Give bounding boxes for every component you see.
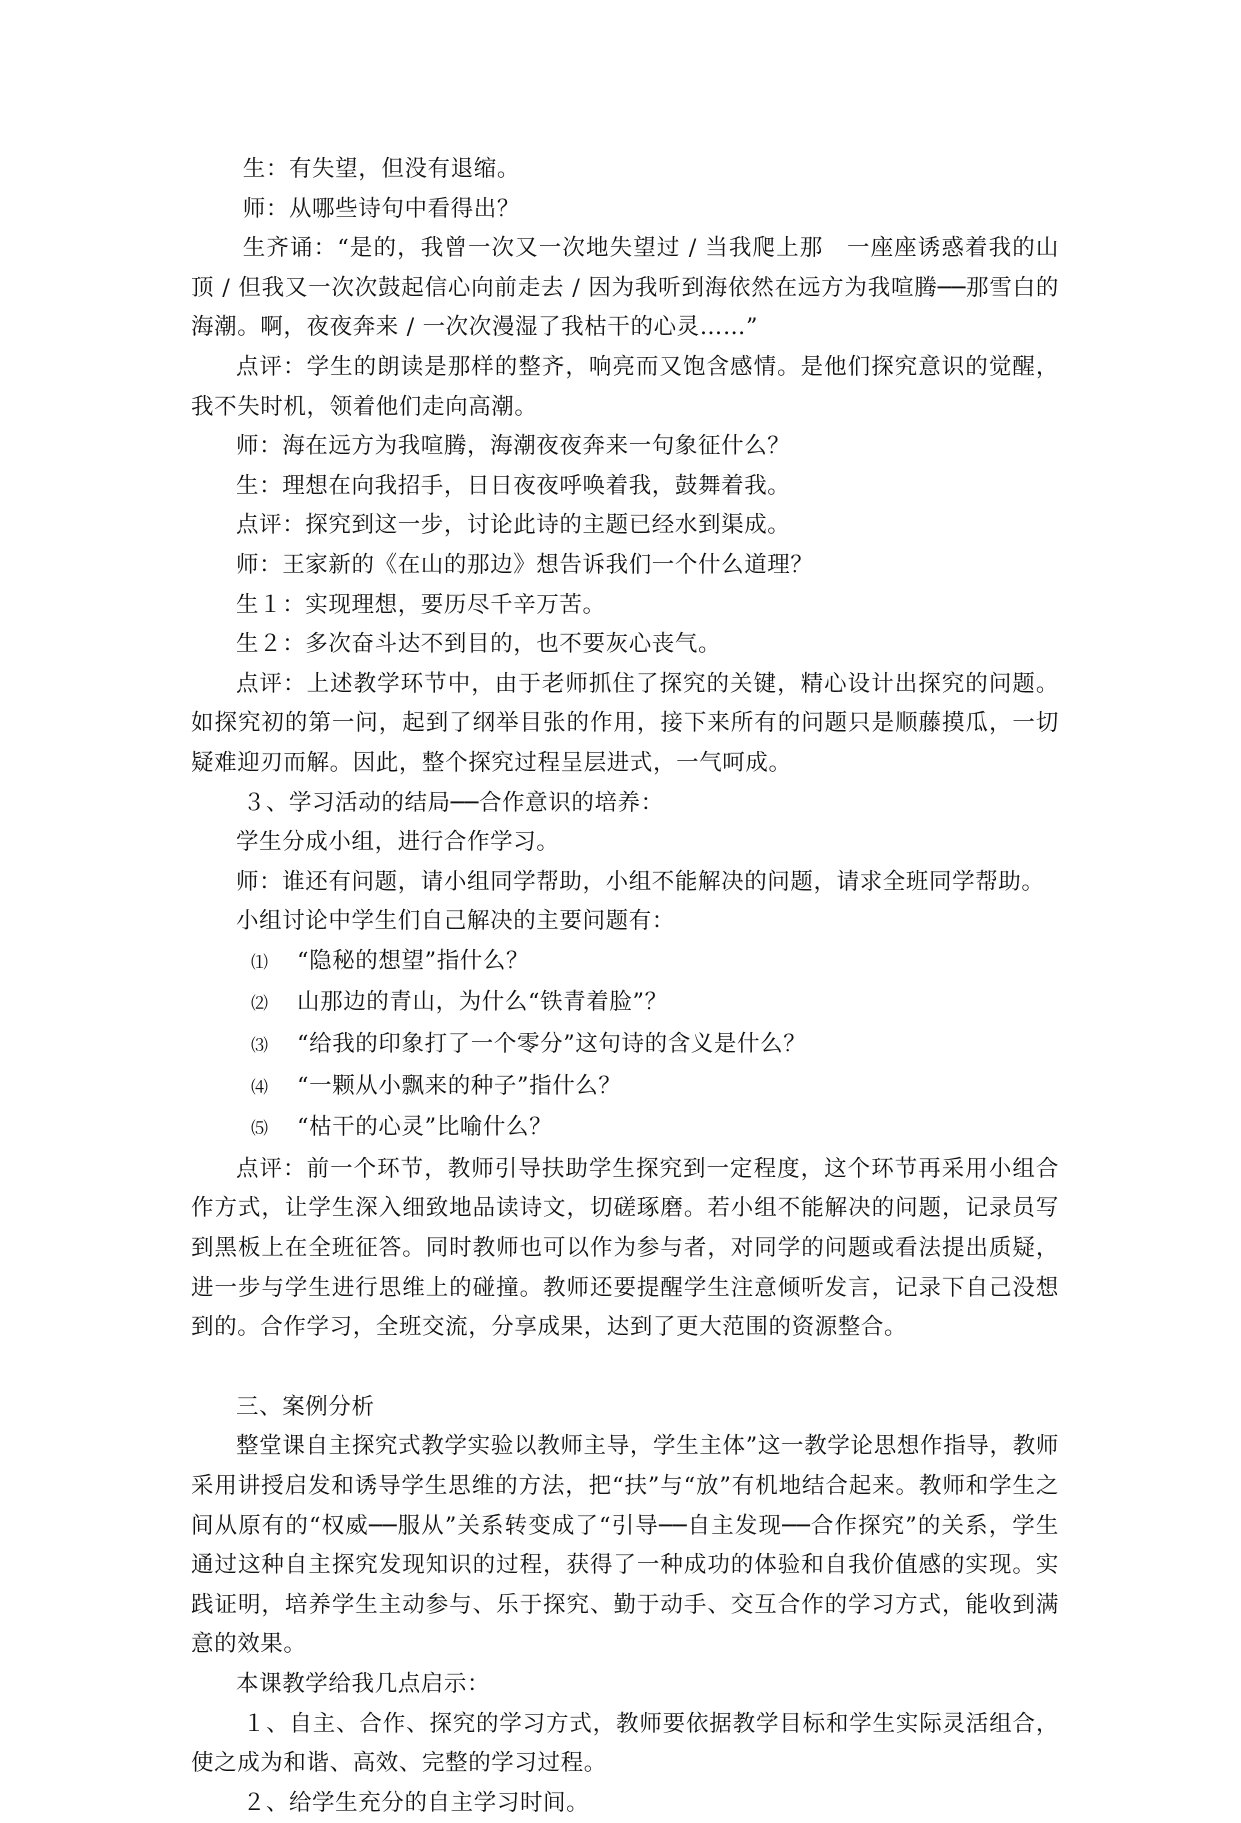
question-item bbox=[191, 942, 1059, 984]
paragraph: 师：海在远方为我喧腾，海潮夜夜奔来一句象征什么？ bbox=[236, 433, 791, 460]
question-text: “枯干的心灵”比喻什么？ bbox=[297, 1114, 553, 1141]
section-spacer bbox=[191, 1348, 1059, 1388]
paragraph: ３、学习活动的结局──合作意识的培养： bbox=[242, 789, 664, 816]
paragraph: 点评：探究到这一步，讨论此诗的主题已经水到渠成。 bbox=[236, 512, 791, 539]
paragraph: 生齐诵：“是的，我曾一次又一次地失望过 / 当我爬上那 一座座诱惑着我的山顶 / 但我又一次次鼓起信心向前走去 / 因为我听到海依然在远方为我喧腾──那雪白的海潮。啊，夜夜奔来 / 一次次漫湿了我枯干的心灵……” bbox=[191, 235, 1059, 341]
question-text: “隐秘的想望”指什么？ bbox=[297, 947, 530, 974]
paragraph: ２、给学生充分的自主学习时间。 bbox=[242, 1789, 590, 1816]
paragraph: 师：王家新的《在山的那边》想告诉我们一个什么道理？ bbox=[236, 551, 814, 578]
paragraph: 生：有失望，但没有退缩。 bbox=[242, 156, 520, 182]
question-item bbox=[191, 983, 1059, 1025]
paragraph: 师：从哪些诗句中看得出？ bbox=[242, 195, 520, 222]
paragraph: １、自主、合作、探究的学习方式，教师要依据教学目标和学生实际灵活组合，使之成为和谐、高效、完整的学习过程。 bbox=[191, 1710, 1059, 1777]
paragraph: 生：理想在向我招手，日日夜夜呼唤着我，鼓舞着我。 bbox=[236, 472, 791, 499]
paragraph: 点评：学生的朗读是那样的整齐，响亮而又饱含感情。是他们探究意识的觉醒，我不失时机，领着他们走向高潮。 bbox=[191, 353, 1059, 420]
paragraph: 生２：多次奋斗达不到目的，也不要灰心丧气。 bbox=[236, 631, 722, 658]
question-number: ⑸ bbox=[251, 1119, 269, 1140]
question-text: 山那边的青山，为什么“铁青着脸”？ bbox=[297, 989, 668, 1016]
question-text: “一颗从小飘来的种子”指什么？ bbox=[297, 1072, 622, 1099]
paragraph: 生１：实现理想，要历尽千辛万苦。 bbox=[236, 591, 606, 618]
question-item bbox=[191, 1108, 1059, 1150]
paragraph: 整堂课自主探究式教学实验以教师主导，学生主体”这一教学论思想作指导，教师采用讲授启发和诱导学生思维的方法，把“扶”与“放”有机地结合起来。教师和学生之间从原有的“权威──服从”关系转变成了“引导──自主发现──合作探究”的关系，学生通过这种自主探究发现知识的过程，获得了一种成功的体验和自我价值感的实现。实践证明，培养学生主动参与、乐于探究、勤于动手、交互合作的学习方式，能收到满意的效果。 bbox=[191, 1433, 1059, 1658]
paragraph: 师：谁还有问题，请小组同学帮助，小组不能解决的问题，请求全班同学帮助。 bbox=[236, 868, 1045, 895]
question-text: “给我的印象打了一个零分”这句诗的含义是什么？ bbox=[297, 1031, 807, 1058]
question-item bbox=[191, 1067, 1059, 1109]
question-number: ⑷ bbox=[251, 1077, 269, 1098]
section-heading: 三、案例分析 bbox=[236, 1393, 375, 1420]
question-number: ⑶ bbox=[251, 1036, 269, 1057]
paragraph: 小组讨论中学生们自己解决的主要问题有： bbox=[236, 908, 675, 935]
question-number: ⑴ bbox=[251, 952, 269, 973]
paragraph: 点评：上述教学环节中，由于老师抓住了探究的关键，精心设计出探究的问题。如探究初的第一问，起到了纲举目张的作用，接下来所有的问题只是顺藤摸瓜，一切疑难迎刃而解。因此，整个探究过程呈层进式，一气呵成。 bbox=[191, 670, 1059, 776]
question-item bbox=[191, 1025, 1059, 1067]
question-number: ⑵ bbox=[251, 994, 269, 1015]
paragraph: 点评：前一个环节，教师引导扶助学生探究到一定程度，这个环节再采用小组合作方式，让学生深入细致地品读诗文，切磋琢磨。若小组不能解决的问题，记录员写到黑板上在全班征答。同时教师也可以作为参与者，对同学的问题或看法提出质疑，进一步与学生进行思维上的碰撞。教师还要提醒学生注意倾听发言，记录下自己没想到的。合作学习，全班交流，分享成果，达到了更大范围的资源整合。 bbox=[191, 1155, 1059, 1341]
document-body bbox=[191, 150, 1059, 1823]
paragraph: 学生分成小组，进行合作学习。 bbox=[236, 829, 560, 856]
paragraph: 本课教学给我几点启示： bbox=[236, 1670, 491, 1697]
